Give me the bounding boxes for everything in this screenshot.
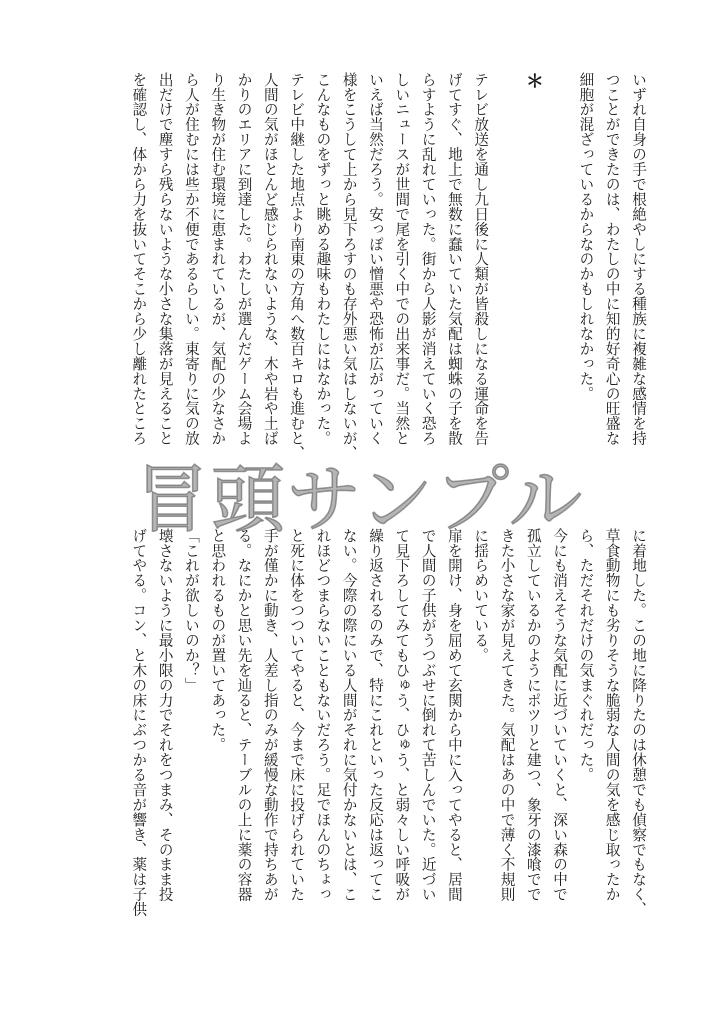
text-block-bottom <box>127 528 650 953</box>
text-column: 壊さないように最小限の力でそれをつまみ、そのまま投 <box>156 528 174 902</box>
text-column: と思われるものが置いてあった。 <box>209 528 227 753</box>
text-column: れほどつまらないこともないだろう。足でほんのちょっ <box>314 528 332 902</box>
text-column: 人間の気がほとんど感じられないような、木や岩や土ば <box>261 72 279 446</box>
text-column: 様をこうして上から見下ろすのも存外悪い気はしないが、 <box>340 72 358 461</box>
text-column: らすように乱れていった。街から人影が消えていく恐ろ <box>419 72 437 446</box>
section-break-asterisk: ＊ <box>522 72 544 91</box>
text-column: ない。今際の際にいる人間がそれに気付かないとは、こ <box>340 528 358 902</box>
text-column: 出だけで塵すら残らないような小さな集落が見えること <box>156 72 174 446</box>
text-column: つことができたのは、わたしの中に知的好奇心の旺盛な <box>603 72 621 446</box>
blank-column <box>548 72 571 497</box>
text-column: しいニュースが世間で尾を引く中での出来事だ。当然と <box>393 72 411 446</box>
text-column: と死に体をつついてやると、今まで床に投げられていた <box>288 528 306 902</box>
text-column: 今にも消えそうな気配に近づいていくと、深い森の中で <box>551 528 569 902</box>
text-column: に着地した。この地に降りたのは休憩でも偵察でもなく、 <box>630 528 647 917</box>
blank-column <box>496 72 519 497</box>
text-column: げてやる。コン、と木の床にぶつかる音が響き、薬は子供 <box>130 528 148 917</box>
text-column: かりのエリアに到達した。わたしが選んだゲーム会場よ <box>235 72 253 446</box>
text-block-top <box>127 72 650 497</box>
text-column: り生き物が住む環境に恵まれているが、気配の少なさか <box>209 72 227 446</box>
text-column: 繰り返されるのみで、特にこれといった反応は返ってこ <box>367 528 385 902</box>
text-column: げてすぐ、地上で無数に蠢いていた気配は蜘蛛の子を散 <box>445 72 463 446</box>
text-column: 「これが欲しいのか？」 <box>182 528 200 693</box>
text-column: 扉を開け、身を屈めて玄関から中に入ってやると、居間 <box>445 528 463 902</box>
text-column: きた小さな家が見えてきた。気配はあの中で薄く不規則 <box>498 528 516 902</box>
text-column: こんなものをずっと眺める趣味もわたしにはなかった。 <box>314 72 332 446</box>
sample-watermark: 冒頭サンプル <box>135 457 585 543</box>
text-column: 孤立しているかのようにポツリと建つ、象牙の漆喰でで <box>524 528 542 902</box>
text-column: いえば当然だろう。安っぽい憎悪や恐怖が広がっていく <box>367 72 385 446</box>
text-column: て見下ろしてみてもひゅう、ひゅう、と弱々しい呼吸が <box>393 528 411 902</box>
text-column: で人間の子供がうつぶせに倒れて苦しんでいた。近づい <box>419 528 437 902</box>
text-column: に揺らめいている。 <box>472 528 490 663</box>
text-column: を確認し、体から力を抜いてそこから少し離れたところ <box>130 72 148 446</box>
text-column: テレビ中継した地点より南東の方角へ数百キロも進むと、 <box>288 72 306 461</box>
text-column: 細胞が混ざっているからなのかもしれなかった。 <box>577 72 595 401</box>
text-column: る。なにかと思い先を辿ると、テーブルの上に薬の容器 <box>235 528 253 902</box>
text-column: ら、ただそれだけの気まぐれだった。 <box>577 528 595 783</box>
text-column: 草食動物にも劣りそうな脆弱な人間の気を感じ取ったか <box>603 528 621 902</box>
text-column: いずれ自身の手で根絶やしにする種族に複雑な感情を持 <box>630 72 647 446</box>
text-column: 手が僅かに動き、人差し指のみが緩慢な動作で持ちあが <box>261 528 279 902</box>
text-column: ら人が住むには些か不便であるらしい。東寄りに気の放 <box>182 72 200 446</box>
text-column: テレビ放送を通し九日後に人類が皆殺しになる運命を告 <box>472 72 490 446</box>
